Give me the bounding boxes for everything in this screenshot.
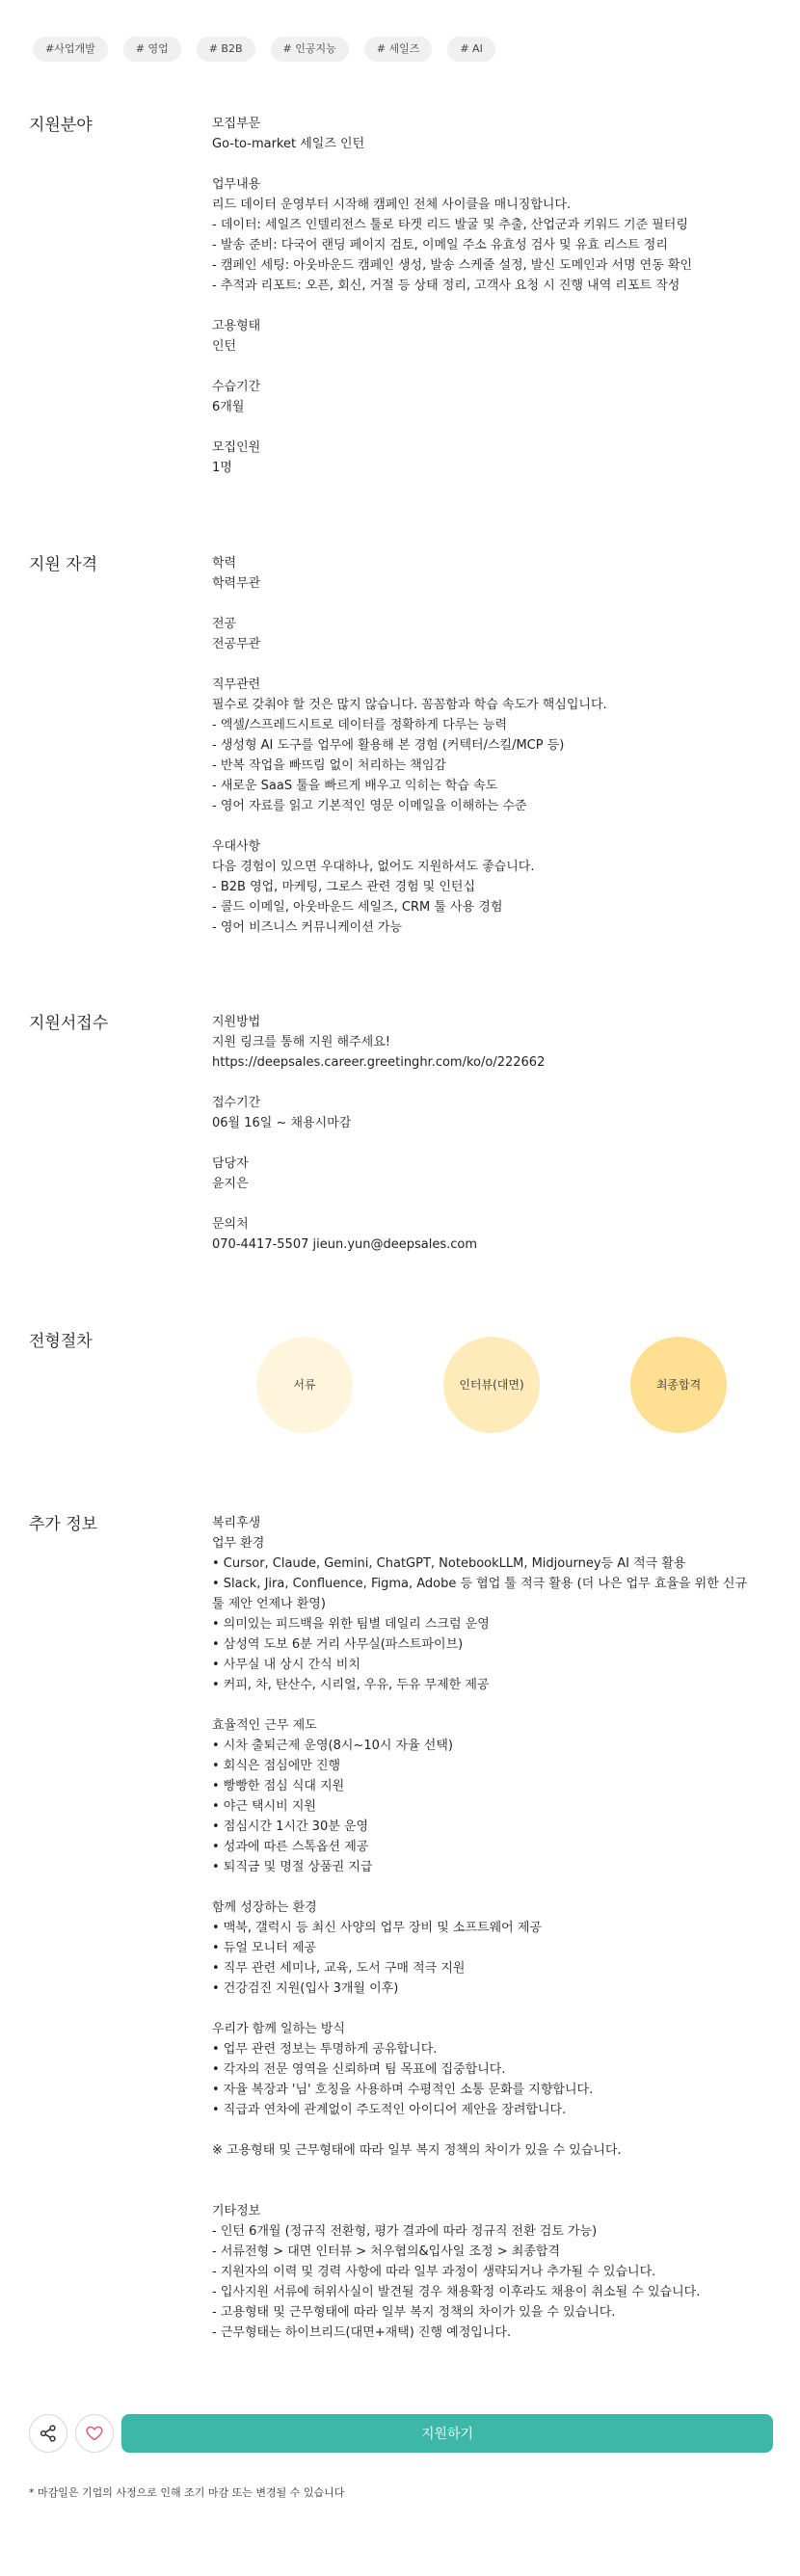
heart-icon — [85, 2424, 104, 2443]
group-label: 기타정보 — [212, 2204, 261, 2218]
group-label: 전공 — [212, 617, 237, 631]
group-label: 지원방법 — [212, 1015, 261, 1029]
section-body — [212, 1513, 781, 2343]
group-line: 인턴 — [212, 339, 237, 354]
group-label: 업무내용 — [212, 177, 261, 192]
section-title: 지원분야 — [29, 116, 93, 135]
section-title: 지원 자격 — [29, 555, 98, 574]
group-line: - 근무형태는 하이브리드(대면+재택) 진행 예정입니다. — [212, 2325, 512, 2340]
group-line: • 야근 택시비 지원 — [212, 1799, 316, 1814]
group-line: - 고용형태 및 근무형태에 따라 일부 복지 정책의 차이가 있을 수 있습니다. — [212, 2305, 616, 2320]
info-group — [212, 174, 781, 296]
group-line: 학력무관 — [212, 576, 261, 591]
group-line: - 영어 자료를 읽고 기본적인 영문 이메일을 이해하는 수준 — [212, 799, 527, 813]
spacer — [212, 1999, 781, 2019]
tag[interactable]: # AI — [447, 37, 494, 62]
step-final: 최종합격 — [630, 1337, 727, 1433]
group-label: 모집부문 — [212, 117, 261, 131]
group-line: - B2B 영업, 마케팅, 그로스 관련 경험 및 인턴십 — [212, 880, 476, 894]
info-group — [212, 1214, 781, 1255]
step-interview: 인터뷰(대면) — [443, 1337, 540, 1433]
spacer — [212, 2120, 781, 2140]
group-line[interactable]: https://deepsales.career.greetinghr.com/ko/o/222662 — [212, 1055, 546, 1070]
group-line: - 지원자의 이력 및 경력 사항에 따라 일부 과정이 생략되거나 추가될 수 있습니다. — [212, 2265, 656, 2279]
deadline-footnote: * 마감일은 기업의 사정으로 인해 조기 마감 또는 변경될 수 있습니다 — [29, 2486, 345, 2499]
info-group — [212, 114, 781, 154]
apply-button[interactable]: 지원하기 — [121, 2414, 773, 2453]
group-label: 복리후생 — [212, 1516, 261, 1530]
section-body — [212, 114, 781, 478]
group-line: • 의미있는 피드백을 위한 팀별 데일리 스크럼 운영 — [212, 1617, 490, 1632]
group-line: - 입사지원 서류에 허위사실이 발견될 경우 채용확정 이후라도 채용이 취소될 수 있습니다. — [212, 2285, 701, 2299]
group-line: 6개월 — [212, 400, 245, 414]
group-line: Go-to-market 세일즈 인턴 — [212, 137, 365, 151]
info-group — [212, 316, 781, 357]
section-title: 전형절차 — [29, 1332, 93, 1351]
section-title: 추가 정보 — [29, 1515, 98, 1534]
tag[interactable]: #사업개발 — [33, 37, 108, 62]
group-line: - 추적과 리포트: 오픈, 회신, 거절 등 상태 정리, 고객사 요청 시 진행 내역 리포트 작성 — [212, 279, 680, 293]
group-line: 070-4417-5507 jieun.yun@deepsales.com — [212, 1237, 478, 1252]
info-group — [212, 1093, 781, 1133]
spacer — [212, 2161, 781, 2181]
group-label: 우대사항 — [212, 839, 261, 854]
info-group — [212, 2201, 781, 2343]
group-line: - 서류전형 > 대면 인터뷰 > 처우협의&입사일 조정 > 최종합격 — [212, 2244, 560, 2259]
group-line: 업무 환경 — [212, 1536, 265, 1551]
group-label: 담당자 — [212, 1156, 249, 1171]
group-line: • 자율 복장과 '님' 호칭을 사용하며 수평적인 소통 문화를 지향합니다. — [212, 2083, 594, 2097]
share-icon — [39, 2424, 58, 2443]
group-line: ※ 고용형태 및 근무형태에 따라 일부 복지 정책의 차이가 있을 수 있습니다. — [212, 2143, 622, 2158]
group-line: • 삼성역 도보 6분 거리 사무실(파스트파이브) — [212, 1637, 464, 1652]
group-label: 수습기간 — [212, 380, 261, 394]
group-line: • 성과에 따른 스톡옵션 제공 — [212, 1840, 369, 1854]
process-steps — [256, 1337, 727, 1433]
info-group — [212, 837, 781, 938]
group-label: 고용형태 — [212, 319, 261, 333]
group-label: 모집인원 — [212, 440, 261, 455]
group-line: - 생성형 AI 도구를 업무에 활용해 본 경험 (커텍터/스킬/MCP 등) — [212, 738, 565, 753]
group-line: 리드 데이터 운영부터 시작해 캠페인 전체 사이클을 매니징합니다. — [212, 198, 572, 212]
action-bar — [29, 2414, 773, 2453]
group-line: 함께 성장하는 환경 — [212, 1900, 317, 1915]
group-line: • 듀얼 모니터 제공 — [212, 1941, 316, 1955]
section-body — [212, 553, 781, 938]
share-button[interactable] — [29, 2414, 67, 2453]
group-line: • 직무 관련 세미나, 교육, 도서 구매 적극 지원 — [212, 1961, 466, 1976]
group-line: - 반복 작업을 빠뜨림 없이 처리하는 책임감 — [212, 758, 446, 773]
like-button[interactable] — [75, 2414, 114, 2453]
section-body — [212, 1012, 781, 1255]
group-label: 문의처 — [212, 1217, 249, 1232]
step-document: 서류 — [256, 1337, 353, 1433]
group-line: • 퇴직금 및 명절 상품권 지급 — [212, 1860, 373, 1874]
info-group — [212, 553, 781, 594]
group-line: 다음 경험이 있으면 우대하나, 없어도 지원하셔도 좋습니다. — [212, 860, 535, 874]
group-line: - 캠페인 세팅: 아웃바운드 캠페인 생성, 발송 스케줄 설정, 발신 도메인과 서명 연동 확인 — [212, 258, 693, 273]
group-line: 지원 링크를 통해 지원 해주세요! — [212, 1035, 390, 1049]
group-line: • Slack, Jira, Confluence, Figma, Adobe 등 협업 툴 적극 활용 (더 나은 업무 효율을 위한 신규 — [212, 1577, 748, 1591]
group-line: • Cursor, Claude, Gemini, ChatGPT, NotebookLLM, Midjourney등 AI 적극 활용 — [212, 1556, 686, 1571]
group-line: • 맥북, 갤럭시 등 최신 사양의 업무 장비 및 소프트웨어 제공 — [212, 1921, 542, 1935]
tag[interactable]: # 영업 — [123, 37, 181, 62]
group-line: 필수로 갖춰야 할 것은 많지 않습니다. 꼼꼼함과 학습 속도가 핵심입니다. — [212, 698, 607, 712]
group-line: • 커피, 차, 탄산수, 시리얼, 우유, 두유 무제한 제공 — [212, 1678, 490, 1692]
info-group — [212, 1513, 781, 2181]
group-line: - 데이터: 세일즈 인텔리전스 툴로 타겟 리드 발굴 및 추출, 산업군과 키워드 기준 필터링 — [212, 218, 688, 232]
group-line: - 인턴 6개월 (정규직 전환형, 평가 결과에 따라 정규직 전환 검토 가능) — [212, 2224, 598, 2239]
group-line: • 사무실 내 상시 간식 비치 — [212, 1658, 360, 1672]
group-label: 학력 — [212, 556, 237, 571]
group-line: • 건강검진 지원(입사 3개월 이후) — [212, 1981, 399, 1996]
info-group — [212, 438, 781, 478]
group-line: • 업무 관련 정보는 투명하게 공유합니다. — [212, 2042, 438, 2057]
info-group — [212, 675, 781, 816]
group-line: 전공무관 — [212, 637, 261, 651]
group-line: 1명 — [212, 461, 232, 475]
group-line: • 시차 출퇴근제 운영(8시~10시 자율 선택) — [212, 1739, 453, 1753]
info-group — [212, 614, 781, 654]
group-line: - 콜드 이메일, 아웃바운드 세일즈, CRM 툴 사용 경험 — [212, 900, 503, 915]
tag[interactable]: # 인공지능 — [271, 37, 349, 62]
tag-list — [33, 37, 495, 62]
group-label: 직무관련 — [212, 677, 261, 692]
info-group — [212, 377, 781, 417]
group-label: 접수기간 — [212, 1096, 261, 1110]
group-line: - 엑셀/스프레드시트로 데이터를 정확하게 다루는 능력 — [212, 718, 508, 732]
info-group — [212, 1012, 781, 1073]
group-line: - 발송 준비: 다국어 랜딩 페이지 검토, 이메일 주소 유효성 검사 및 유효 리스트 정리 — [212, 238, 668, 252]
group-line: • 점심시간 1시간 30분 운영 — [212, 1819, 369, 1834]
group-line: 윤지은 — [212, 1177, 249, 1191]
tag[interactable]: # B2B — [197, 37, 255, 62]
group-line: 우리가 함께 일하는 방식 — [212, 2022, 345, 2036]
tag[interactable]: # 세일즈 — [364, 37, 433, 62]
group-line: 툴 제안 언제나 환영) — [212, 1597, 326, 1611]
group-line: - 새로운 SaaS 툴을 빠르게 배우고 익히는 학습 속도 — [212, 779, 498, 793]
section-title: 지원서접수 — [29, 1014, 109, 1033]
group-line: 06월 16일 ~ 채용시마감 — [212, 1116, 352, 1130]
group-line: • 직급과 연차에 관계없이 주도적인 아이디어 제안을 장려합니다. — [212, 2103, 567, 2117]
group-line: • 각자의 전문 영역을 신뢰하며 팀 목표에 집중합니다. — [212, 2062, 506, 2077]
spacer — [212, 1877, 781, 1898]
group-line: 효율적인 근무 제도 — [212, 1718, 317, 1733]
spacer — [212, 1695, 781, 1715]
group-line: • 빵빵한 점심 식대 지원 — [212, 1779, 345, 1793]
group-line: • 회식은 점심에만 진행 — [212, 1759, 341, 1773]
group-line: - 영어 비즈니스 커뮤니케이션 가능 — [212, 920, 403, 935]
info-group — [212, 1154, 781, 1194]
